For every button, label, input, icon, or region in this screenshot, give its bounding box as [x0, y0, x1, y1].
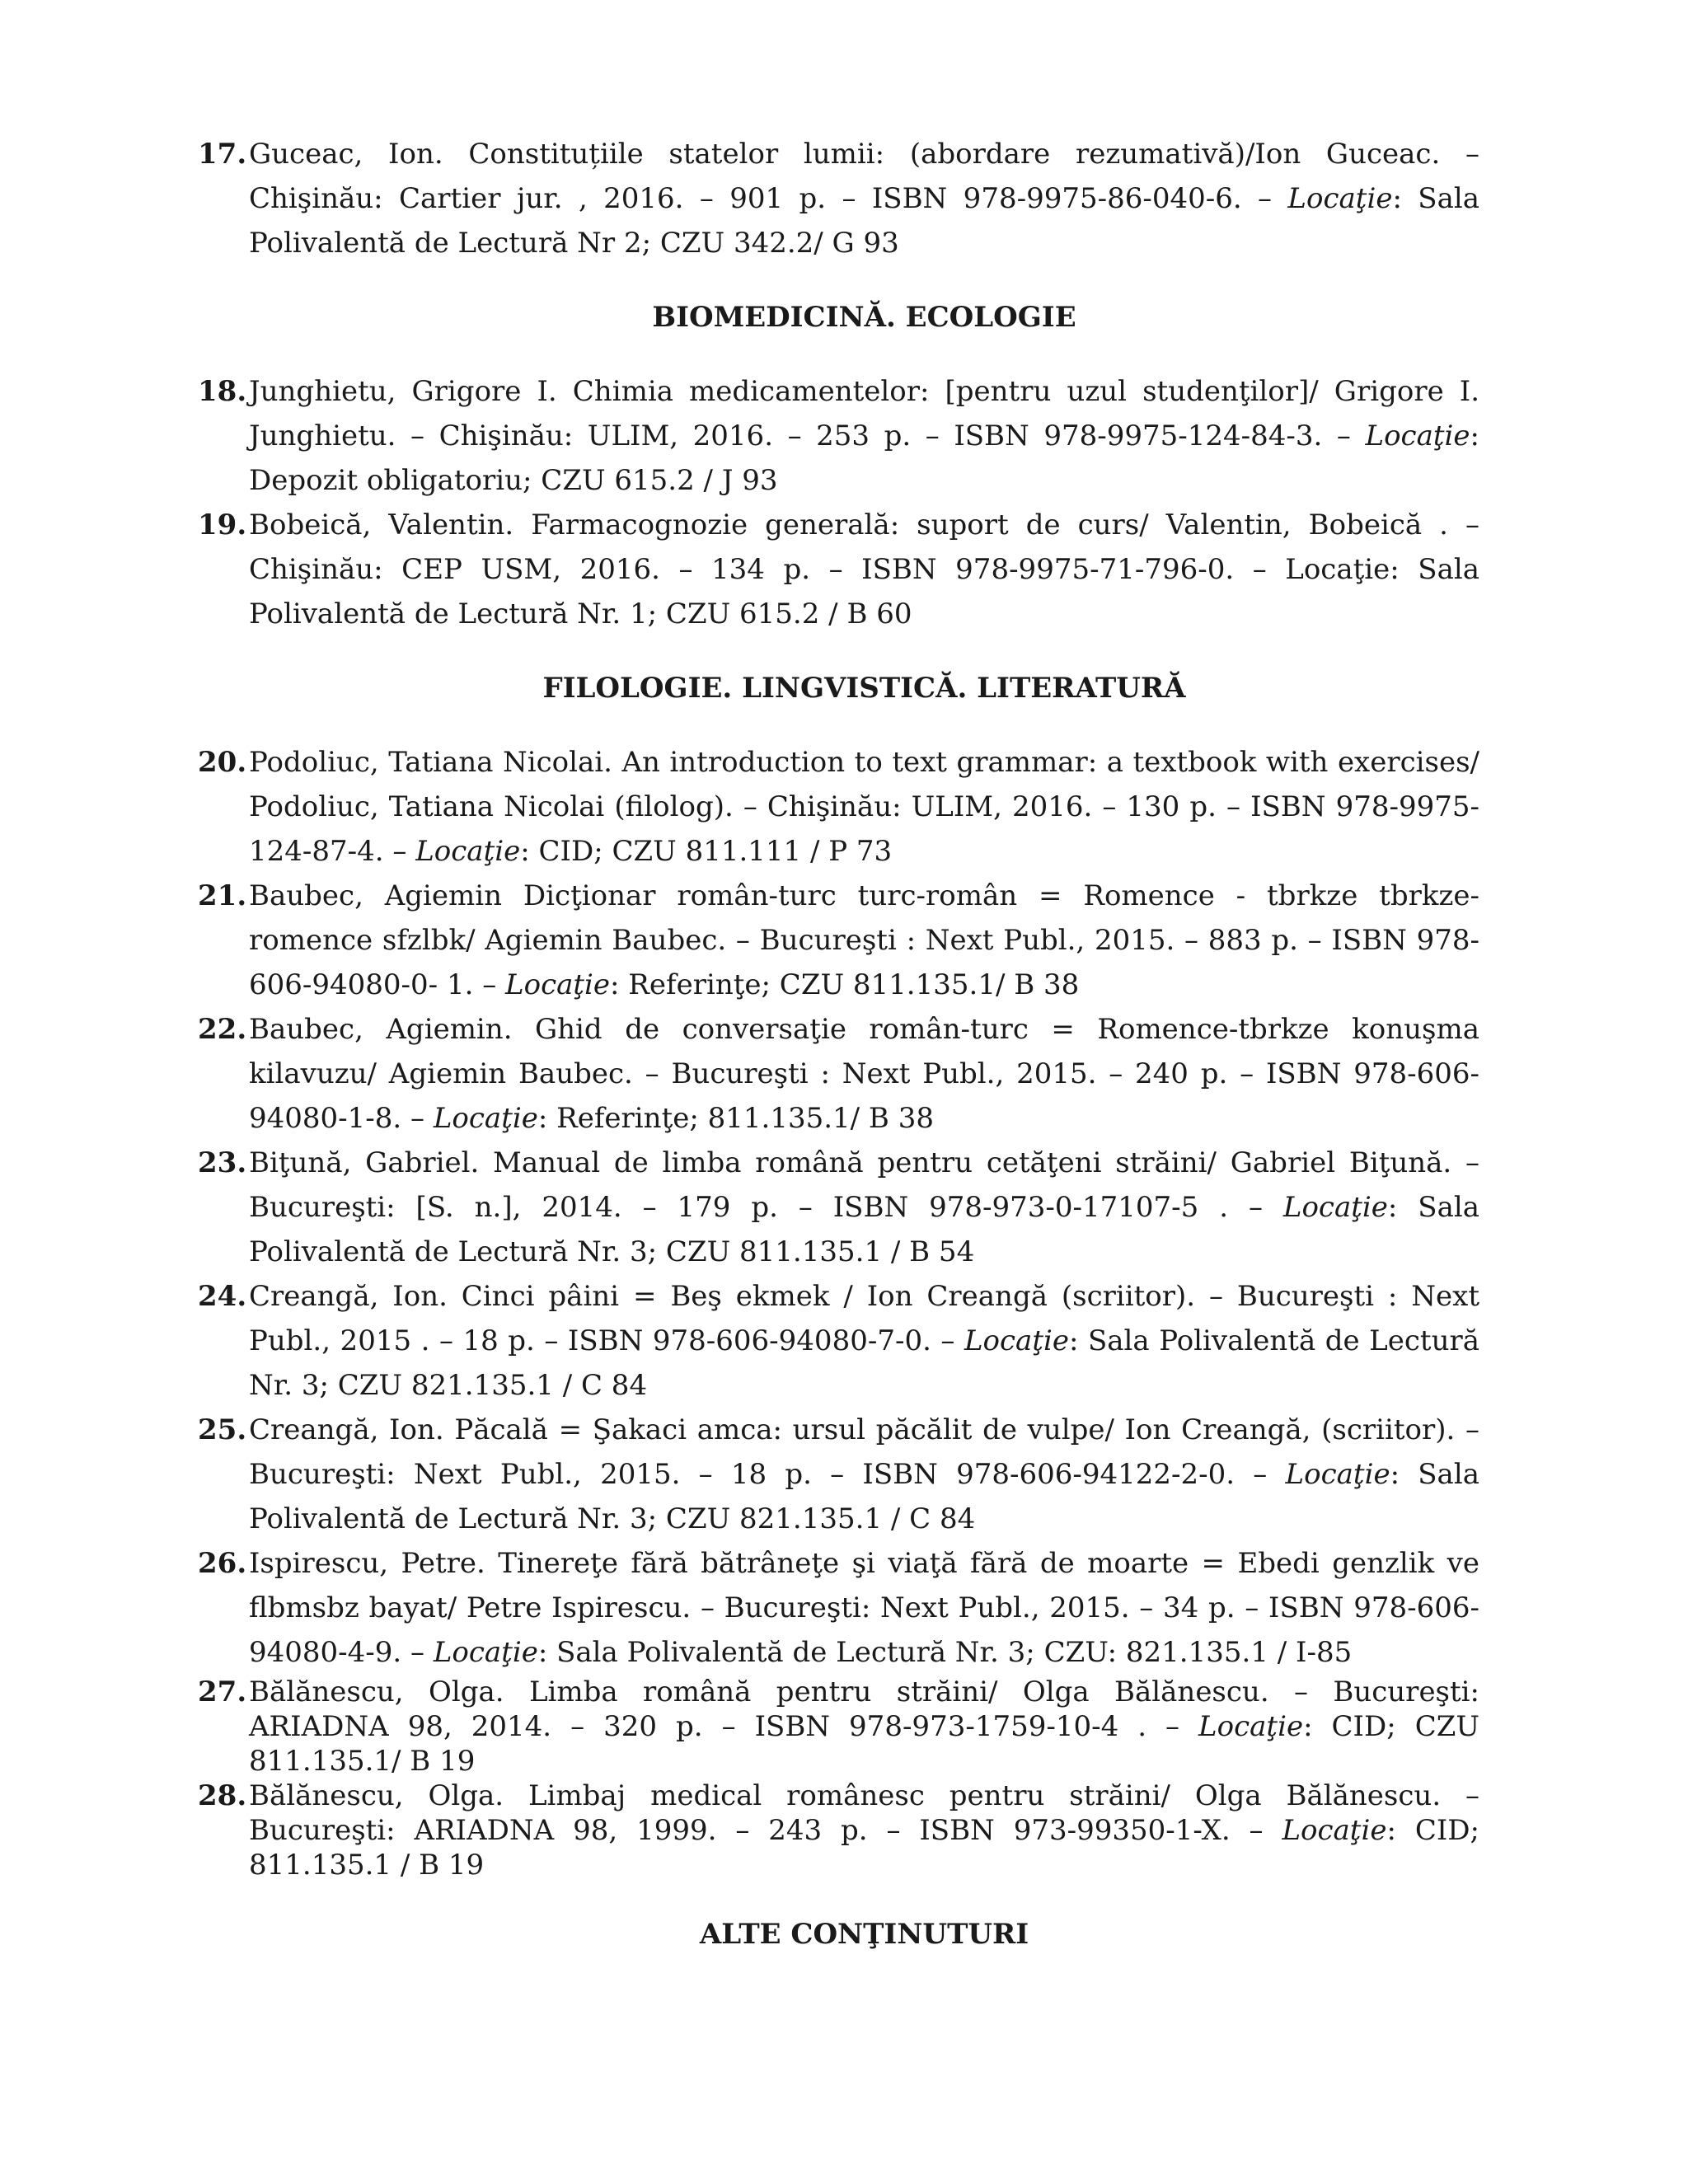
entry-text: Junghietu, Grigore I. Chimia medicamentelor: [pentru uzul studenţilor]/ Grigore I. Junghietu. – Chişinău: ULIM, 2016. – 253 p. – ISBN 978-9975-124-84-3. – Locaţie: Depozit obligatoriu; CZU 615.2 / J 93	[249, 375, 1479, 497]
bibliography-entry	[198, 1675, 1479, 1779]
entry-number: 22.	[198, 1013, 247, 1046]
bibliography-entry	[198, 369, 1479, 503]
entry-text: Ispirescu, Petre. Tinereţe fără bătrâneţe şi viaţă fără de moarte = Ebedi genzlik ve flbmsbz bayat/ Petre Ispirescu. – Bucureşti: Next Publ., 2015. – 34 p. – ISBN 978-606-94080-4-9. – Locaţie: Sala Polivalentă de Lectură Nr. 3; CZU: 821.135.1 / I-85	[249, 1547, 1479, 1669]
bibliography-entry	[198, 874, 1479, 1007]
bibliography-entry	[198, 503, 1479, 636]
entry-number: 18.	[198, 375, 247, 408]
entry-number: 27.	[198, 1675, 247, 1708]
section-heading-philology: FILOLOGIE. LINGVISTICĂ. LITERATURĂ	[542, 672, 1186, 705]
bibliography-entry	[198, 740, 1479, 874]
entry-text: Baubec, Agiemin. Ghid de conversaţie român-turc = Romence-tbrkze konuşma kilavuzu/ Agiemin Baubec. – Bucureşti : Next Publ., 2015. – 240 p. – ISBN 978-606-94080-1-8. – Locaţie: Referinţe; 811.135.1/ B 38	[249, 1013, 1479, 1135]
entry-number: 21.	[198, 879, 247, 912]
entry-number: 28.	[198, 1779, 247, 1812]
entry-number: 17.	[198, 138, 247, 171]
entry-text: Creangă, Ion. Păcală = Şakaci amca: ursul păcălit de vulpe/ Ion Creangă, (scriitor). – Bucureşti: Next Publ., 2015. – 18 p. – ISBN 978-606-94122-2-0. – Locaţie: Sala Polivalentă de Lectură Nr. 3; CZU 821.135.1 / C 84	[249, 1413, 1479, 1535]
entry-text: Creangă, Ion. Cinci pâini = Beş ekmek / Ion Creangă (scriitor). – Bucureşti : Next Publ., 2015 . – 18 p. – ISBN 978-606-94080-7-0. – Locaţie: Sala Polivalentă de Lectură Nr. 3; CZU 821.135.1 / C 84	[249, 1280, 1480, 1402]
entry-text: Bălănescu, Olga. Limba română pentru străini/ Olga Bălănescu. – Bucureşti: ARIADNA 98, 2014. – 320 p. – ISBN 978-973-1759-10-4 . – Locaţie: CID; CZU 811.135.1/ B 19	[249, 1675, 1479, 1778]
entry-text: Biţună, Gabriel. Manual de limba română pentru cetăţeni străini/ Gabriel Biţună. – Bucureşti: [S. n.], 2014. – 179 p. – ISBN 978-973-0-17107-5 . – Locaţie: Sala Polivalentă de Lectură Nr. 3; CZU 811.135.1 / B 54	[249, 1146, 1479, 1268]
entry-text: Bobeică, Valentin. Farmacognozie generală: suport de curs/ Valentin, Bobeică . – Chişinău: CEP USM, 2016. – 134 p. – ISBN 978-9975-71-796-0. – Locaţie: Sala Polivalentă de Lectură Nr. 1; CZU 615.2 / B 60	[249, 509, 1479, 630]
entry-text: Podoliuc, Tatiana Nicolai. An introduction to text grammar: a textbook with exercises/ Podoliuc, Tatiana Nicolai (filolog). – Chişinău: ULIM, 2016. – 130 p. – ISBN 978-9975-124-87-4. – Locaţie: CID; CZU 811.111 / P 73	[249, 746, 1479, 868]
bibliography-entry	[198, 1541, 1479, 1675]
bibliography-entry	[198, 1274, 1479, 1408]
section-heading-biomedicine: BIOMEDICINĂ. ECOLOGIE	[652, 301, 1076, 334]
entry-text: Bălănescu, Olga. Limbaj medical românesc pentru străini/ Olga Bălănescu. – Bucureşti: ARIADNA 98, 1999. – 243 p. – ISBN 973-99350-1-X. – Locaţie: CID; 811.135.1 / B 19	[249, 1779, 1479, 1882]
entry-number: 23.	[198, 1146, 247, 1179]
entry-number: 26.	[198, 1547, 247, 1580]
bibliography-list	[198, 132, 1479, 1957]
entry-number: 25.	[198, 1413, 247, 1446]
entry-number: 24.	[198, 1280, 247, 1313]
bibliography-entry	[198, 1007, 1479, 1141]
entry-text: Guceac, Ion. Constituțiile statelor lumii: (abordare rezumativă)/Ion Guceac. – Chişinău: Cartier jur. , 2016. – 901 p. – ISBN 978-9975-86-040-6. – Locaţie: Sala Polivalentă de Lectură Nr 2; CZU 342.2/ G 93	[249, 138, 1479, 260]
bibliography-entry	[198, 1779, 1479, 1882]
entry-number: 20.	[198, 746, 247, 779]
bibliography-entry	[198, 1141, 1479, 1274]
section-heading-other-contents: ALTE CONŢINUTURI	[699, 1918, 1029, 1951]
bibliography-entry	[198, 132, 1479, 265]
bibliography-entry	[198, 1408, 1479, 1541]
entry-text: Baubec, Agiemin Dicţionar român-turc turc-român = Romence - tbrkze tbrkze-romence sfzlbk/ Agiemin Baubec. – Bucureşti : Next Publ., 2015. – 883 p. – ISBN 978-606-94080-0- 1. – Locaţie: Referinţe; CZU 811.135.1/ B 38	[249, 879, 1479, 1001]
entry-number: 19.	[198, 509, 247, 541]
